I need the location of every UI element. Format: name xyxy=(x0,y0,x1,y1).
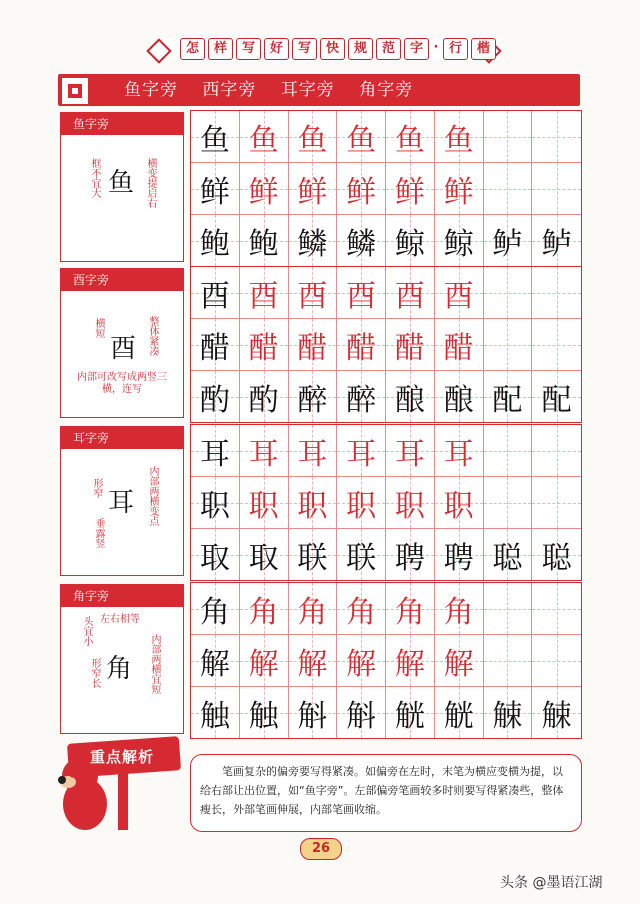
heading-item: 西字旁 xyxy=(202,80,257,100)
grid-cell xyxy=(240,111,289,163)
grid-cell xyxy=(386,529,435,580)
radical-char: 鱼 xyxy=(108,168,135,198)
grid-cell xyxy=(386,215,435,266)
grid-cell xyxy=(240,635,289,687)
grid-cell xyxy=(191,319,240,371)
practice-char: 取 xyxy=(248,540,279,576)
grid-cell xyxy=(337,111,386,163)
practice-char: 觫 xyxy=(492,698,523,734)
grid-cell xyxy=(435,687,484,738)
practice-char: 鳞 xyxy=(297,226,328,262)
practice-char: 酉 xyxy=(248,278,279,314)
note: 头宜小 xyxy=(81,616,92,646)
grid-cell xyxy=(435,267,484,319)
practice-char: 角 xyxy=(443,594,474,630)
grid-cell xyxy=(289,267,338,319)
grid-cell xyxy=(484,529,533,580)
practice-char: 酿 xyxy=(443,382,474,418)
grid-cell xyxy=(240,583,289,635)
practice-char: 聪 xyxy=(541,540,572,576)
grid-cell xyxy=(191,425,240,477)
grid-cell xyxy=(532,111,581,163)
practice-char: 取 xyxy=(199,540,230,576)
radical-char: 酉 xyxy=(110,334,137,364)
grid-cell xyxy=(435,477,484,529)
grid-cell xyxy=(240,529,289,580)
practice-char: 斛 xyxy=(346,698,377,734)
grid-cell xyxy=(289,635,338,687)
grid-cell xyxy=(337,319,386,371)
grid-cell xyxy=(532,267,581,319)
practice-char: 鱼 xyxy=(346,122,377,158)
note: 左右相等 xyxy=(100,614,140,625)
grid-cell xyxy=(191,371,240,422)
practice-char: 鲜 xyxy=(443,174,474,210)
grid-cell xyxy=(435,371,484,422)
practice-grid-er xyxy=(190,424,582,581)
practice-char: 觥 xyxy=(443,698,474,734)
section-title: 酉字旁 xyxy=(61,269,183,291)
practice-char: 耳 xyxy=(346,436,377,472)
section-title: 鱼字旁 xyxy=(61,113,183,135)
practice-char: 醋 xyxy=(199,330,230,366)
note: 框不宜大 xyxy=(89,158,100,198)
title-char: 写 xyxy=(292,38,317,60)
grid-cell xyxy=(289,215,338,266)
practice-char: 耳 xyxy=(443,436,474,472)
grid-cell xyxy=(337,371,386,422)
practice-char: 职 xyxy=(199,488,230,524)
practice-char: 聪 xyxy=(492,540,523,576)
practice-char: 职 xyxy=(346,488,377,524)
grid-cell xyxy=(240,371,289,422)
grid-cell xyxy=(484,371,533,422)
practice-char: 触 xyxy=(248,698,279,734)
practice-char: 鲸 xyxy=(443,226,474,262)
grid-cell xyxy=(532,529,581,580)
practice-char: 解 xyxy=(199,646,230,682)
grid-cell xyxy=(337,583,386,635)
practice-char: 配 xyxy=(541,382,572,418)
practice-char: 耳 xyxy=(248,436,279,472)
note: 横短 xyxy=(93,318,104,338)
heading-item: 角字旁 xyxy=(359,80,414,100)
practice-char: 酌 xyxy=(248,382,279,418)
grid-cell xyxy=(435,215,484,266)
practice-char: 角 xyxy=(199,594,230,630)
practice-char: 斛 xyxy=(297,698,328,734)
practice-char: 职 xyxy=(443,488,474,524)
practice-char: 解 xyxy=(346,646,377,682)
practice-char: 鳞 xyxy=(346,226,377,262)
note: 横变提启右 xyxy=(145,158,156,208)
practice-char: 耳 xyxy=(297,436,328,472)
page-number: 26 xyxy=(300,838,342,860)
practice-char: 鲜 xyxy=(199,174,230,210)
sign-pole xyxy=(118,770,128,830)
grid-cell xyxy=(337,529,386,580)
grid-cell xyxy=(240,267,289,319)
analysis-label: 重点解析 xyxy=(90,748,155,766)
practice-char: 醋 xyxy=(346,330,377,366)
practice-char: 解 xyxy=(297,646,328,682)
grid-cell xyxy=(484,635,533,687)
section-title: 角字旁 xyxy=(61,585,183,607)
grid-cell xyxy=(289,163,338,215)
grid-cell xyxy=(240,215,289,266)
practice-char: 解 xyxy=(394,646,425,682)
practice-char: 觥 xyxy=(394,698,425,734)
radical-char: 耳 xyxy=(108,488,135,518)
grid-cell xyxy=(435,425,484,477)
grid-cell xyxy=(337,687,386,738)
analysis-text: 笔画复杂的偏旁要写得紧凑。如偏旁在左时，末笔为横应变横为提，以给右部让出位置，如“鱼字旁”。左部偏旁笔画较多时则要写得紧凑些，整体瘦长，外部笔画伸展，内部笔画收缩。 xyxy=(200,765,564,816)
title-char: 写 xyxy=(236,38,261,60)
grid-cell xyxy=(435,635,484,687)
title-char: 楷 xyxy=(471,38,496,60)
grid-cell xyxy=(532,371,581,422)
heading-item: 耳字旁 xyxy=(280,80,335,100)
grid-cell xyxy=(386,425,435,477)
grid-cell xyxy=(289,583,338,635)
practice-char: 解 xyxy=(248,646,279,682)
title-char: 怎 xyxy=(180,38,205,60)
title-char: 样 xyxy=(208,38,233,60)
grid-cell xyxy=(532,583,581,635)
practice-char: 角 xyxy=(394,594,425,630)
grid-cell xyxy=(337,477,386,529)
grid-cell xyxy=(240,425,289,477)
grid-cell xyxy=(191,477,240,529)
practice-char: 耳 xyxy=(394,436,425,472)
practice-char: 酉 xyxy=(199,278,230,314)
practice-char: 解 xyxy=(443,646,474,682)
watermark: 头条 @墨语江湖 xyxy=(500,875,603,891)
practice-grid-jiao xyxy=(190,582,582,739)
practice-char: 醋 xyxy=(248,330,279,366)
section-title: 耳字旁 xyxy=(61,427,183,449)
note: 形窄长 xyxy=(89,658,100,688)
book-title xyxy=(180,38,496,60)
grid-cell xyxy=(386,477,435,529)
title-char: 字 xyxy=(404,38,429,60)
practice-char: 鲜 xyxy=(346,174,377,210)
practice-char: 鲈 xyxy=(492,226,523,262)
grid-cell xyxy=(240,687,289,738)
radical-char: 角 xyxy=(106,654,133,684)
grid-cell xyxy=(386,111,435,163)
practice-char: 酌 xyxy=(199,382,230,418)
practice-char: 联 xyxy=(346,540,377,576)
grid-cell xyxy=(240,477,289,529)
grid-cell xyxy=(386,687,435,738)
grid-cell xyxy=(532,425,581,477)
grid-cell xyxy=(484,477,533,529)
practice-char: 酉 xyxy=(297,278,328,314)
heading-text xyxy=(124,74,431,106)
practice-char: 角 xyxy=(297,594,328,630)
practice-char: 鲈 xyxy=(541,226,572,262)
grid-cell xyxy=(532,477,581,529)
grid-cell xyxy=(337,163,386,215)
grid-cell xyxy=(484,111,533,163)
grid-cell xyxy=(191,267,240,319)
title-char: 范 xyxy=(376,38,401,60)
grid-cell xyxy=(240,319,289,371)
grid-cell xyxy=(191,687,240,738)
practice-char: 鱼 xyxy=(199,122,230,158)
practice-char: 觫 xyxy=(541,698,572,734)
grid-cell xyxy=(532,319,581,371)
practice-char: 耳 xyxy=(199,436,230,472)
grid-cell xyxy=(386,163,435,215)
practice-char: 醉 xyxy=(346,382,377,418)
title-char: 行 xyxy=(443,38,468,60)
practice-char: 鱼 xyxy=(443,122,474,158)
practice-char: 鲜 xyxy=(248,174,279,210)
heading-item: 鱼字旁 xyxy=(124,80,178,100)
grid-cell xyxy=(484,425,533,477)
title-char: 规 xyxy=(348,38,373,60)
practice-char: 酉 xyxy=(346,278,377,314)
square-bullet-icon xyxy=(62,78,88,104)
grid-cell xyxy=(484,267,533,319)
grid-cell xyxy=(386,319,435,371)
note: 垂露竖 xyxy=(93,518,104,548)
practice-char: 聘 xyxy=(394,540,425,576)
grid-cell xyxy=(532,635,581,687)
grid-cell xyxy=(337,215,386,266)
grid-cell xyxy=(337,267,386,319)
practice-char: 醉 xyxy=(297,382,328,418)
grid-cell xyxy=(386,635,435,687)
practice-char: 鲍 xyxy=(248,226,279,262)
grid-cell xyxy=(337,635,386,687)
practice-char: 鲍 xyxy=(199,226,230,262)
grid-cell xyxy=(435,319,484,371)
grid-cell xyxy=(191,529,240,580)
practice-char: 鱼 xyxy=(297,122,328,158)
grid-cell xyxy=(191,111,240,163)
note: 内部两横宜短 xyxy=(149,634,160,694)
practice-char: 醋 xyxy=(297,330,328,366)
note: 内部两横变点 xyxy=(147,466,158,526)
grid-cell xyxy=(289,111,338,163)
grid-cell xyxy=(532,163,581,215)
practice-char: 触 xyxy=(199,698,230,734)
practice-grid-yu xyxy=(190,110,582,267)
practice-char: 鲜 xyxy=(394,174,425,210)
grid-cell xyxy=(337,425,386,477)
practice-char: 职 xyxy=(394,488,425,524)
grid-cell xyxy=(289,687,338,738)
title-char: 好 xyxy=(264,38,289,60)
grid-cell xyxy=(191,583,240,635)
practice-char: 醋 xyxy=(443,330,474,366)
grid-cell xyxy=(532,687,581,738)
note: 整体紧凑 xyxy=(147,316,158,356)
practice-char: 角 xyxy=(248,594,279,630)
practice-char: 鲸 xyxy=(394,226,425,262)
grid-cell xyxy=(435,583,484,635)
note: 形窄 xyxy=(91,478,102,498)
grid-cell xyxy=(435,529,484,580)
practice-grid-you xyxy=(190,266,582,423)
practice-char: 酿 xyxy=(394,382,425,418)
grid-cell xyxy=(289,425,338,477)
practice-char: 醋 xyxy=(394,330,425,366)
grid-cell xyxy=(191,163,240,215)
grid-cell xyxy=(484,687,533,738)
grid-cell xyxy=(289,319,338,371)
practice-char: 配 xyxy=(492,382,523,418)
grid-cell xyxy=(386,371,435,422)
practice-char: 联 xyxy=(297,540,328,576)
practice-char: 职 xyxy=(248,488,279,524)
note: 内部可改写成两竖三横，连写 xyxy=(77,372,167,395)
grid-cell xyxy=(289,529,338,580)
grid-cell xyxy=(484,163,533,215)
grid-cell xyxy=(435,111,484,163)
practice-char: 酉 xyxy=(394,278,425,314)
grid-cell xyxy=(484,319,533,371)
grid-cell xyxy=(532,215,581,266)
practice-char: 角 xyxy=(346,594,377,630)
practice-char: 酉 xyxy=(443,278,474,314)
title-char: · xyxy=(433,40,439,55)
practice-char: 聘 xyxy=(443,540,474,576)
grid-cell xyxy=(191,635,240,687)
practice-char: 鲜 xyxy=(297,174,328,210)
practice-char: 鱼 xyxy=(248,122,279,158)
title-char: 快 xyxy=(320,38,345,60)
grid-cell xyxy=(289,371,338,422)
grid-cell xyxy=(289,477,338,529)
grid-cell xyxy=(386,583,435,635)
grid-cell xyxy=(240,163,289,215)
grid-cell xyxy=(191,215,240,266)
grid-cell xyxy=(435,163,484,215)
practice-char: 职 xyxy=(297,488,328,524)
grid-cell xyxy=(484,215,533,266)
practice-char: 鱼 xyxy=(394,122,425,158)
grid-cell xyxy=(386,267,435,319)
grid-cell xyxy=(484,583,533,635)
